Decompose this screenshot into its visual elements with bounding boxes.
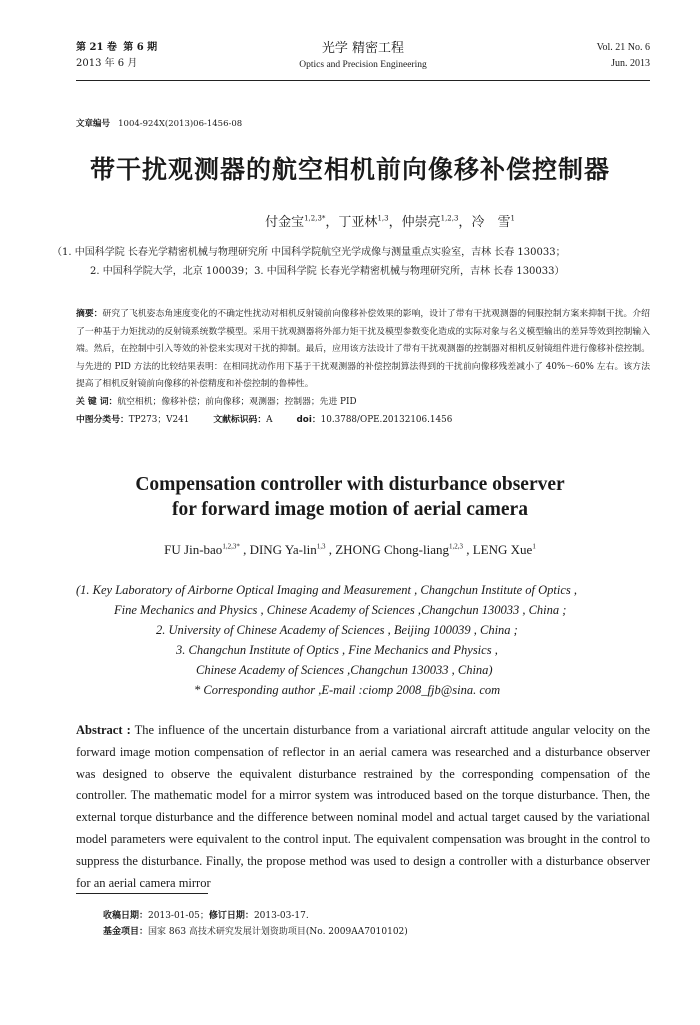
doi-label: doi： [296, 414, 321, 425]
header-rule [76, 80, 650, 81]
affiliation-en-line: 2. University of Chinese Academy of Sciences , Beijing 100039 , China ; [156, 623, 518, 637]
journal-name-en: Optics and Precision Engineering [299, 60, 427, 70]
affiliation-en-line: Chinese Academy of Sciences ,Changchun 130033 , China) [196, 663, 493, 677]
abstract-en-text: The influence of the uncertain disturbance from a variational aircraft attitude angular velocity on the forward image motion compensation of reflector in an aerial camera was researched and a disturbance observer was designed to observe the equivalent disturbance restrained by the corresponding compensation of the controller. The mathematic model for a mirror system was introduced based on the torque disturbance. Then, the external torque disturbance and the difference between nominal model and actual target caused by the variational model parameters were equivalent to the control input. The equivalent compensation was brought in the control to suppress the disturbance. Finally, the propose method was used to design a controller with a disturbance observer for an aerial camera mirror [76, 723, 650, 890]
author-en: ZHONG Chong-liang [335, 542, 449, 557]
affiliations-en [76, 580, 650, 700]
author-cn: 丁亚林 [338, 215, 378, 230]
received-value: 2013-01-05； [148, 911, 209, 921]
volume-cn: 第 21 卷 [76, 42, 117, 53]
author-separator: , [462, 542, 473, 557]
footnote-dates [103, 908, 408, 924]
author-en: LENG Xue [472, 542, 533, 557]
abstract-cn-text: 研究了飞机姿态角速度变化的不确定性扰动对相机反射镜前向像移补偿效果的影响，设计了带有干扰观测器的伺服控制方案来抑制干扰。介绍了一种基于力矩扰动的反射镜系统数学模型。采用干扰观测器将外部力矩干扰及模型参数变化造成的实际对象与名义模型输出的差异等效到控制输入端。然后，在控制中引入等效的补偿来实现对干扰的抑制。最后，应用该方法设计了带有干扰观测器的控制器对相机反射镜组件进行像移补偿控制。与先进的 PID 方法的比较结果表明：在相同扰动作用下基于干扰观测器的补偿控制算法得到的干扰前向像移残差减小了 40%～60% 左右。该方法提高了相机反射镜前向像移的补偿精度和补偿控制的鲁棒性。 [76, 309, 650, 390]
author-separator: , [325, 542, 336, 557]
author-cn-sup: 1 [510, 214, 515, 223]
clc-value: TP273；V241 [128, 414, 190, 425]
keywords-cn-text: 航空相机；像移补偿；前向像移；观测器；控制器；先进 PID [117, 396, 357, 407]
received-label: 收稿日期： [103, 911, 149, 921]
keywords-cn-label: 关 键 词： [76, 396, 118, 407]
affiliation-cn-line: （1. 中国科学院 长春光学精密机械与物理研究所 中国科学院航空光学成像与测量重点实验室，吉林 长春 130033； [52, 247, 566, 258]
abstract-cn-label: 摘要： [76, 309, 103, 319]
abstract-en-label: Abstract : [76, 723, 131, 737]
classification-line [76, 412, 650, 430]
article-number-label: 文章编号 [76, 119, 111, 129]
article-number [76, 117, 242, 129]
fund-value: 国家 863 高技术研究发展计划资助项目(No. 2009AA7010102) [148, 927, 408, 937]
keywords-cn [76, 394, 650, 412]
affiliation-en-line: 3. Changchun Institute of Optics , Fine Mechanics and Physics , [176, 643, 498, 657]
author-cn-sup: 1,2,3* [304, 214, 326, 223]
header-center [76, 40, 650, 72]
article-number-value: 1004-924X(2013)06-1456-08 [118, 119, 243, 129]
author-en-sup: 1,3 [316, 542, 326, 551]
title-cn: 带干扰观测器的航空相机前向像移补偿控制器 [89, 155, 610, 184]
title-en [0, 472, 700, 522]
clc-label: 中图分类号： [76, 414, 129, 425]
abstract-cn [76, 306, 650, 394]
date-cn: 2013 年 6 月 [76, 58, 138, 69]
doc-code-label: 文献标识码： [213, 414, 267, 425]
header-right [597, 40, 650, 72]
corresponding-author: * Corresponding author ,E-mail :ciomp 2008_fjb@sina. com [194, 683, 501, 697]
abstract-en [76, 720, 650, 894]
footnote [103, 908, 408, 940]
doc-code-value: A [266, 414, 273, 425]
author-en: DING Ya-lin [249, 542, 317, 557]
author-separator: , [239, 542, 250, 557]
issue-cn: 第 6 期 [123, 42, 158, 53]
revised-value: 2013-03-17. [253, 911, 309, 921]
journal-name-cn: 光学 精密工程 [321, 41, 405, 56]
authors-cn [0, 211, 700, 230]
page-header [76, 40, 650, 82]
affiliations-cn [52, 243, 660, 281]
author-separator: ， [458, 215, 472, 230]
author-cn-sup: 1,3 [377, 214, 389, 223]
footnote-fund [103, 924, 408, 940]
fund-label: 基金项目： [103, 927, 149, 937]
author-en-sup: 1 [532, 542, 536, 551]
author-en-sup: 1,2,3 [448, 542, 463, 551]
title-en-line: Compensation controller with disturbance observer [135, 474, 565, 495]
author-cn: 冷 雪 [471, 215, 511, 230]
affiliation-cn-line: 2. 中国科学院大学，北京 100039；3. 中国科学院 长春光学精密机械与物理研究所，吉林 长春 130033） [90, 266, 565, 277]
author-cn: 付金宝 [265, 215, 305, 230]
doi-value: 10.3788/OPE.20132106.1456 [320, 414, 453, 425]
abstract-cn-block [76, 306, 650, 429]
footnote-rule [76, 893, 208, 894]
author-cn: 仲崇亮 [401, 215, 441, 230]
date-en: Jun. 2013 [611, 58, 650, 69]
volume-en: Vol. 21 No. 6 [596, 42, 650, 53]
author-separator: ， [325, 215, 339, 230]
authors-en [0, 542, 700, 558]
author-en: FU Jin-bao [164, 542, 223, 557]
title-en-line: for forward image motion of aerial camera [172, 499, 528, 520]
affiliation-en-line: (1. Key Laboratory of Airborne Optical Imaging and Measurement , Changchun Institute of Optics , [76, 583, 577, 597]
author-separator: ， [388, 215, 402, 230]
author-en-sup: 1,2,3* [222, 542, 240, 551]
revised-label: 修订日期： [208, 911, 254, 921]
affiliation-en-line: Fine Mechanics and Physics , Chinese Academy of Sciences ,Changchun 130033 , China ; [114, 603, 567, 617]
author-cn-sup: 1,2,3 [440, 214, 459, 223]
